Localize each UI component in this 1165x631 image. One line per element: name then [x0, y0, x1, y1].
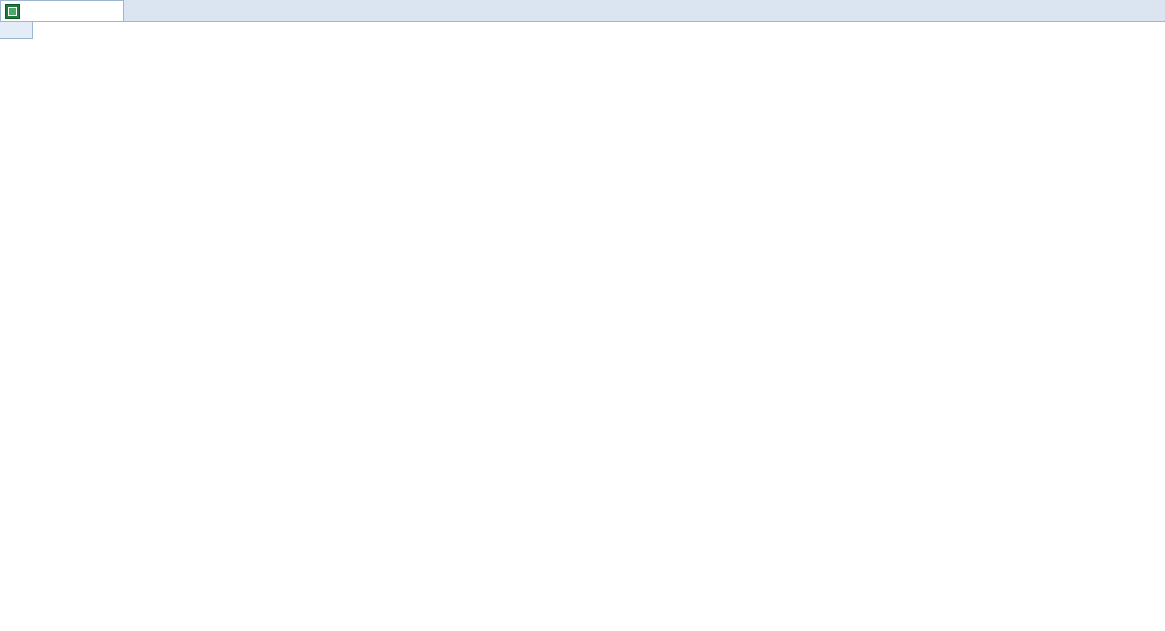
- workbook-tab-bar: [0, 0, 1165, 22]
- select-all-corner[interactable]: [0, 22, 33, 39]
- workbook-tab[interactable]: [0, 0, 124, 21]
- excel-file-icon: [5, 4, 20, 19]
